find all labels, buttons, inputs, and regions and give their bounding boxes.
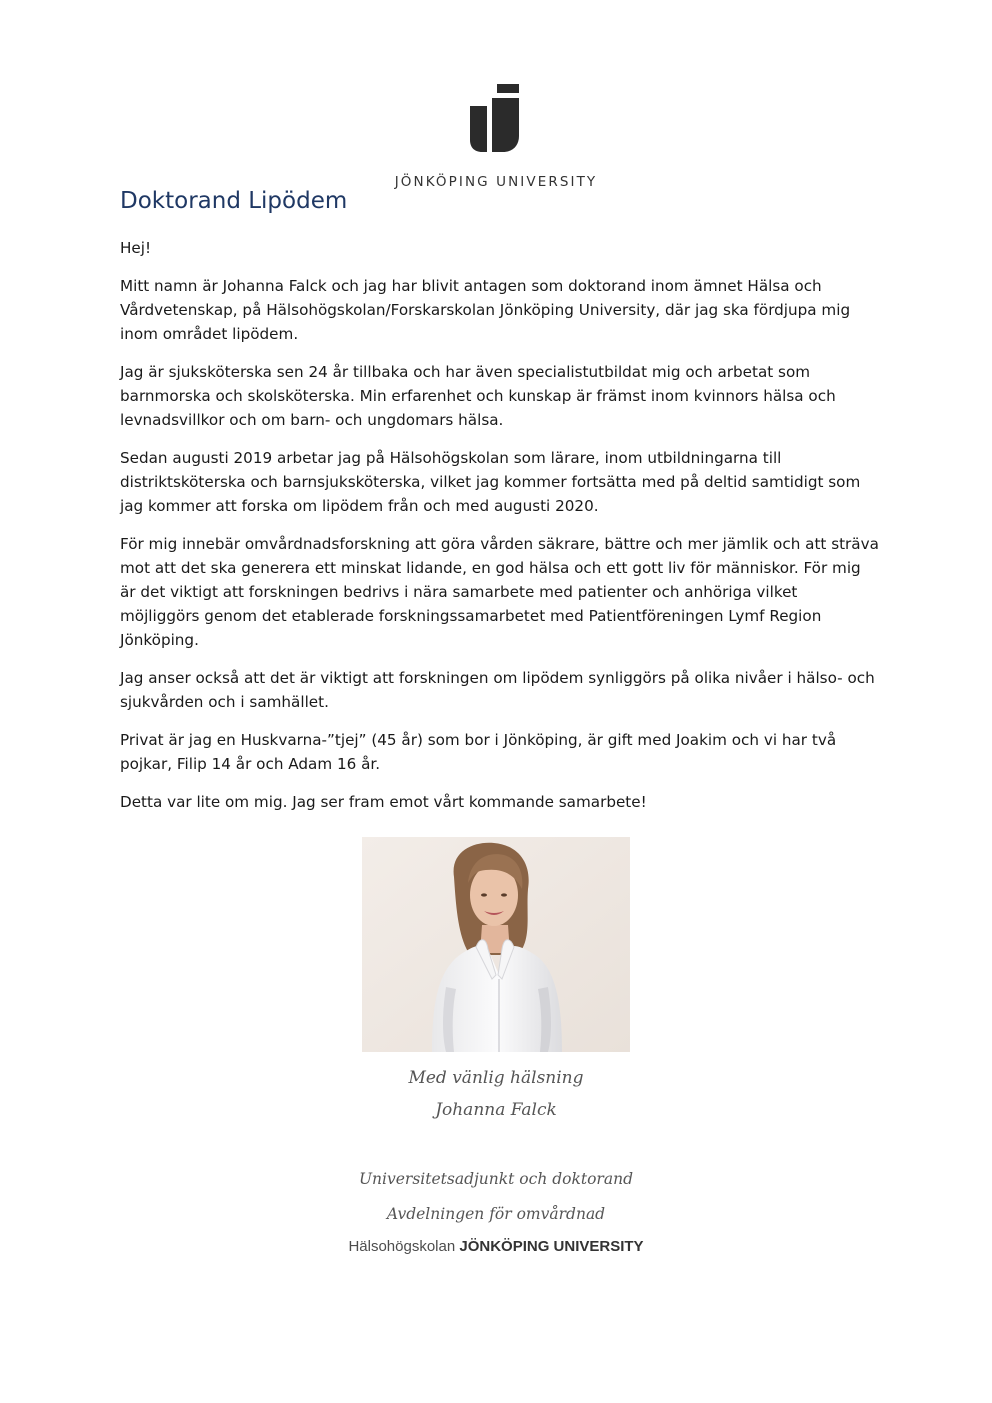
school-name: Hälsohögskolan [348,1238,456,1255]
university-name: JÖNKÖPING UNIVERSITY [459,1238,644,1255]
paragraph-background: Jag är sjuksköterska sen 24 år tillbaka och har även specialistutbildat mig och arbetat som barnmorska och skolsköterska. Min erfarenhet och kunskap är främst inom kvinnors hälsa och levnadsvillkor och om barn- och ungdomars hälsa. [120,363,836,429]
jonkoping-university-logo-icon [468,84,522,152]
signature-greeting: Med vänlig hälsning [408,1068,584,1088]
university-wordmark: JÖNKÖPING UNIVERSITY [394,174,598,190]
paragraph-closing: Detta var lite om mig. Jag ser fram emot vårt kommande samarbete! [120,793,647,811]
greeting-text: Hej! [120,239,152,257]
signature-affiliation [296,1238,696,1255]
paragraph-private-life: Privat är jag en Huskvarna-”tjej” (45 år) som bor i Jönköping, är gift med Joakim och vi har två pojkar, Filip 14 år och Adam 16 år. [120,731,837,773]
paragraph-introduction: Mitt namn är Johanna Falck och jag har blivit antagen som doktorand inom ämnet Hälsa och Vårdvetenskap, på Hälsohögskolan/Forskarskolan Jönköping University, där jag ska fördjupa mig inom området lipödem. [120,277,851,343]
paragraph-research-vision: För mig innebär omvårdnadsforskning att göra vården säkrare, bättre och mer jämlik och att sträva mot att det ska generera ett minskat lidande, en god hälsa och ett gott liv för människor. För mig är det viktigt att forskningen bedrivs i nära samarbete med patienter och anhöriga vilket möjliggörs genom det etablerade forskningssamarbetet med Patientföreningen Lymf Region Jönköping. [120,535,879,649]
paragraph-current-work: Sedan augusti 2019 arbetar jag på Hälsohögskolan som lärare, inom utbildningarna till distriktsköterska och barnsjuksköterska, vilket jag kommer fortsätta med på deltid samtidigt som jag kommer att forska om lipödem från och med augusti 2020. [120,449,861,515]
signature-department: Avdelningen för omvårdnad [386,1205,606,1223]
paragraph-visibility: Jag anser också att det är viktigt att forskningen om lipödem synliggörs på olika nivåer i hälso- och sjukvården och i samhället. [120,669,875,711]
letter-body [120,236,880,828]
portrait-photo [362,837,630,1052]
signature-role: Universitetsadjunkt och doktorand [358,1170,633,1188]
page-title: Doktorand Lipödem [120,188,348,214]
signature-name: Johanna Falck [435,1100,557,1120]
